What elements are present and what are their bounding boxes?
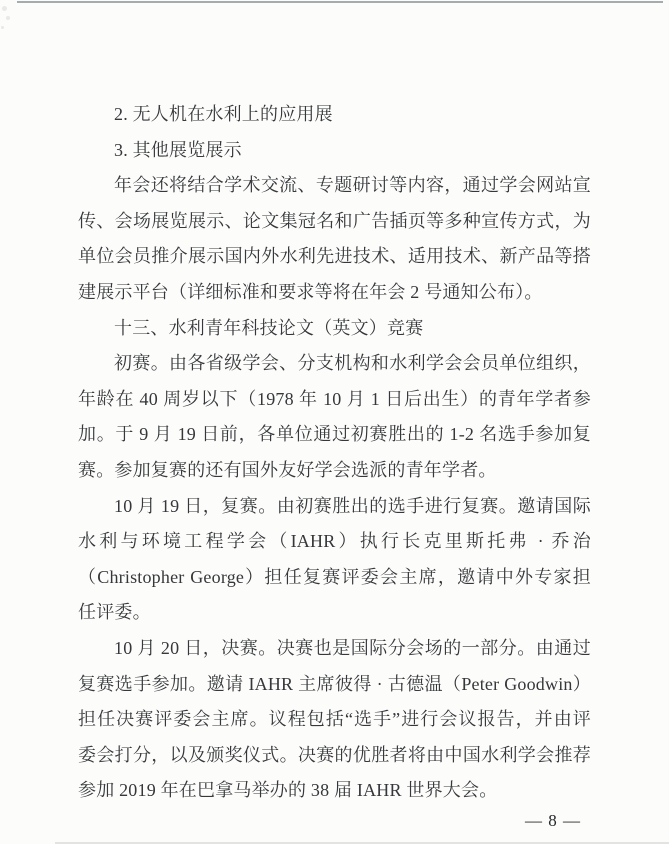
text-line: 年会还将结合学术交流、专题研讨等内容，通过学会网站宣 [114,175,591,196]
page-number: — 8 — [525,811,581,830]
text-line: 担任决赛评委会主席。议程包括“选手”进行会议报告，并由评 [78,709,591,730]
text-line: 复赛选手参加。邀请 IAHR 主席彼得 · 古德温（Peter Goodwin） [78,673,591,694]
text-line: 10 月 20 日，决赛。决赛也是国际分会场的一部分。由通过 [114,637,591,658]
text-line: 加。于 9 月 19 日前，各单位通过初赛胜出的 1-2 名选手参加复 [78,424,591,445]
text-line: 水利与环境工程学会（IAHR）执行长克里斯托弗 · 乔治 [78,531,591,552]
text-line: 委会打分，以及颁奖仪式。决赛的优胜者将由中国水利学会推荐 [78,744,591,765]
text-line: 任评委。 [78,602,151,623]
text-line: 参加 2019 年在巴拿马举办的 38 届 IAHR 世界大会。 [78,780,498,801]
document-text-block [78,97,591,809]
top-scan-edge [17,1,663,3]
text-line: 建展示平台（详细标准和要求等将在年会 2 号通知公布）。 [78,281,543,302]
scan-noise [1,26,4,29]
text-line: 10 月 19 日，复赛。由初赛胜出的选手进行复赛。邀请国际 [114,495,591,516]
text-line: （Christopher George）担任复赛评委会主席，邀请中外专家担 [78,566,591,587]
text-line: 传、会场展览展示、论文集冠名和广告插页等多种宣传方式，为 [78,210,591,231]
section-heading: 十三、水利青年科技论文（英文）竞赛 [114,317,424,338]
text-line: 初赛。由各省级学会、分支机构和水利学会会员单位组织， [114,353,591,374]
list-item: 3. 其他展览展示 [114,139,242,160]
scan-noise [6,16,10,20]
text-line: 赛。参加复赛的还有国外友好学会选派的青年学者。 [78,459,497,480]
text-line: 单位会员推介展示国内外水利先进技术、适用技术、新产品等搭 [78,246,591,267]
text-line: 年龄在 40 周岁以下（1978 年 10 月 1 日后出生）的青年学者参 [78,388,591,409]
list-item: 2. 无人机在水利上的应用展 [114,104,333,124]
scan-noise [2,6,7,11]
